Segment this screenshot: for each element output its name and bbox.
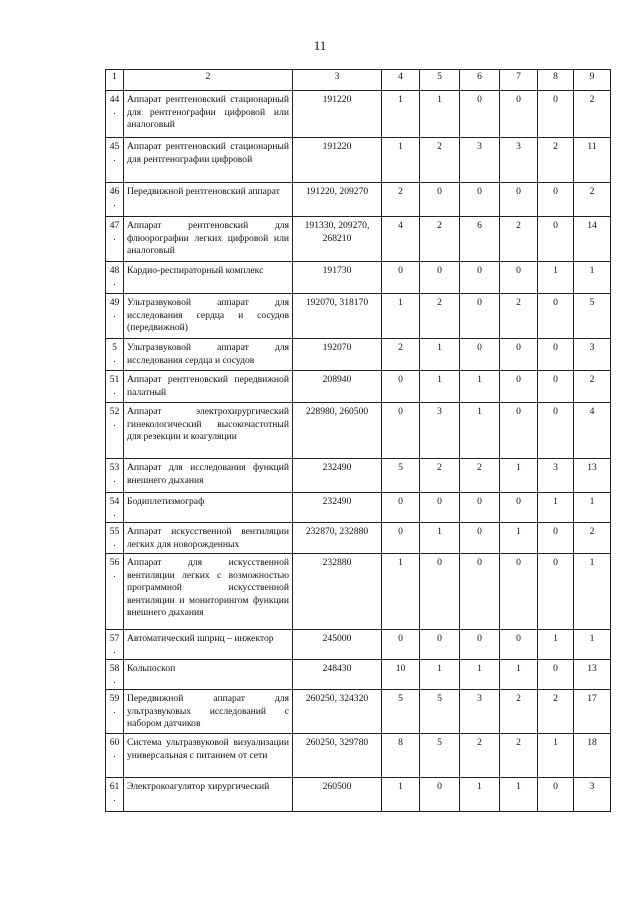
row-number bbox=[106, 778, 124, 812]
quantity-value: 0 bbox=[500, 91, 538, 138]
quantity-value: 0 bbox=[500, 339, 538, 371]
row-number bbox=[106, 339, 124, 371]
total-value: 1 bbox=[574, 493, 611, 523]
row-number-value: 58 bbox=[109, 663, 120, 674]
quantity-value: 0 bbox=[500, 403, 538, 459]
quantity-value: 0 bbox=[382, 371, 420, 403]
column-header: 9 bbox=[574, 70, 611, 91]
table-row bbox=[106, 459, 611, 493]
quantity-value: 0 bbox=[460, 630, 500, 660]
row-number-value: 56 bbox=[109, 557, 120, 568]
row-number-dot: . bbox=[113, 704, 116, 716]
quantity-value: 0 bbox=[460, 554, 500, 630]
total-value: 3 bbox=[574, 778, 611, 812]
total-value: 14 bbox=[574, 217, 611, 262]
quantity-value: 0 bbox=[538, 523, 574, 554]
quantity-value: 1 bbox=[500, 778, 538, 812]
row-number-value: 5 bbox=[112, 342, 117, 353]
row-number bbox=[106, 554, 124, 630]
table-row bbox=[106, 91, 611, 138]
row-number-dot: . bbox=[113, 748, 116, 760]
column-header: 2 bbox=[124, 70, 293, 91]
quantity-value: 2 bbox=[420, 294, 460, 339]
equipment-code: 208940 bbox=[293, 371, 382, 403]
quantity-value: 1 bbox=[460, 371, 500, 403]
quantity-value: 2 bbox=[460, 459, 500, 493]
quantity-value: 0 bbox=[460, 493, 500, 523]
quantity-value: 2 bbox=[500, 734, 538, 778]
quantity-value: 2 bbox=[382, 339, 420, 371]
row-number-dot: . bbox=[113, 417, 116, 429]
row-number-value: 48 bbox=[109, 265, 120, 276]
equipment-code: 192070, 318170 bbox=[293, 294, 382, 339]
quantity-value: 1 bbox=[538, 630, 574, 660]
row-number bbox=[106, 371, 124, 403]
table-row bbox=[106, 690, 611, 734]
quantity-value: 0 bbox=[538, 339, 574, 371]
quantity-value: 2 bbox=[538, 138, 574, 183]
quantity-value: 0 bbox=[500, 371, 538, 403]
equipment-name: Ультразвуковой аппарат для исследования сердца и сосудов (передвижной) bbox=[124, 294, 293, 339]
quantity-value: 3 bbox=[460, 690, 500, 734]
row-number-value: 54 bbox=[109, 496, 120, 507]
row-number-dot: . bbox=[113, 197, 116, 209]
equipment-code: 228980, 260500 bbox=[293, 403, 382, 459]
row-number bbox=[106, 91, 124, 138]
quantity-value: 0 bbox=[538, 554, 574, 630]
quantity-value: 0 bbox=[382, 262, 420, 294]
total-value: 2 bbox=[574, 91, 611, 138]
quantity-value: 3 bbox=[500, 138, 538, 183]
quantity-value: 2 bbox=[500, 217, 538, 262]
row-number-dot: . bbox=[113, 674, 116, 686]
row-number bbox=[106, 734, 124, 778]
quantity-value: 0 bbox=[500, 183, 538, 217]
table-row bbox=[106, 523, 611, 554]
quantity-value: 0 bbox=[460, 523, 500, 554]
quantity-value: 0 bbox=[538, 371, 574, 403]
row-number bbox=[106, 138, 124, 183]
quantity-value: 0 bbox=[420, 554, 460, 630]
row-number-dot: . bbox=[113, 568, 116, 580]
row-number-dot: . bbox=[113, 537, 116, 549]
quantity-value: 0 bbox=[500, 630, 538, 660]
total-value: 1 bbox=[574, 262, 611, 294]
row-number bbox=[106, 262, 124, 294]
row-number-value: 46 bbox=[109, 186, 120, 197]
table-row bbox=[106, 734, 611, 778]
quantity-value: 1 bbox=[420, 91, 460, 138]
quantity-value: 5 bbox=[420, 734, 460, 778]
total-value: 2 bbox=[574, 371, 611, 403]
quantity-value: 1 bbox=[420, 339, 460, 371]
row-number bbox=[106, 459, 124, 493]
equipment-code: 260250, 329780 bbox=[293, 734, 382, 778]
quantity-value: 0 bbox=[460, 339, 500, 371]
quantity-value: 3 bbox=[460, 138, 500, 183]
total-value: 18 bbox=[574, 734, 611, 778]
table-row bbox=[106, 262, 611, 294]
row-number-value: 49 bbox=[109, 297, 120, 308]
column-header: 4 bbox=[382, 70, 420, 91]
column-header: 8 bbox=[538, 70, 574, 91]
table-row bbox=[106, 217, 611, 262]
total-value: 3 bbox=[574, 339, 611, 371]
table-row bbox=[106, 294, 611, 339]
row-number-value: 59 bbox=[109, 693, 120, 704]
quantity-value: 0 bbox=[460, 262, 500, 294]
quantity-value: 0 bbox=[500, 262, 538, 294]
equipment-name: Система ультразвуковой визуализации универсальная с питанием от сети bbox=[124, 734, 293, 778]
total-value: 13 bbox=[574, 660, 611, 690]
table-row bbox=[106, 339, 611, 371]
row-number bbox=[106, 294, 124, 339]
quantity-value: 0 bbox=[382, 523, 420, 554]
quantity-value: 1 bbox=[500, 459, 538, 493]
quantity-value: 0 bbox=[500, 554, 538, 630]
equipment-name: Аппарат для исследования функций внешнего дыхания bbox=[124, 459, 293, 493]
quantity-value: 5 bbox=[382, 690, 420, 734]
quantity-value: 4 bbox=[382, 217, 420, 262]
quantity-value: 1 bbox=[500, 660, 538, 690]
equipment-code: 191330, 209270, 268210 bbox=[293, 217, 382, 262]
equipment-code: 232490 bbox=[293, 459, 382, 493]
total-value: 5 bbox=[574, 294, 611, 339]
row-number-dot: . bbox=[113, 507, 116, 519]
equipment-code: 232880 bbox=[293, 554, 382, 630]
column-header: 3 bbox=[293, 70, 382, 91]
row-number-value: 60 bbox=[109, 737, 120, 748]
equipment-name: Аппарат для искусственной вентиляции легких с возможностью программной искусственной вентиляции и мониторингом функции внешнего дыхания bbox=[124, 554, 293, 630]
table-header-row bbox=[106, 70, 611, 91]
quantity-value: 0 bbox=[538, 660, 574, 690]
quantity-value: 0 bbox=[420, 778, 460, 812]
total-value: 2 bbox=[574, 183, 611, 217]
row-number-value: 61 bbox=[109, 781, 120, 792]
quantity-value: 1 bbox=[420, 371, 460, 403]
page-number: 11 bbox=[313, 38, 327, 53]
equipment-code: 191220, 209270 bbox=[293, 183, 382, 217]
equipment-code: 191220 bbox=[293, 91, 382, 138]
row-number-dot: . bbox=[113, 152, 116, 164]
quantity-value: 0 bbox=[420, 630, 460, 660]
quantity-value: 0 bbox=[460, 294, 500, 339]
quantity-value: 1 bbox=[538, 734, 574, 778]
row-number-value: 52 bbox=[109, 406, 120, 417]
row-number bbox=[106, 217, 124, 262]
quantity-value: 0 bbox=[382, 493, 420, 523]
row-number bbox=[106, 690, 124, 734]
quantity-value: 1 bbox=[500, 523, 538, 554]
total-value: 11 bbox=[574, 138, 611, 183]
quantity-value: 1 bbox=[382, 554, 420, 630]
equipment-name: Аппарат рентгеновский для флюорографии легких цифровой или аналоговый bbox=[124, 217, 293, 262]
equipment-name: Аппарат электрохирургический гинекологический высокочастотный для резекции и коагуляции bbox=[124, 403, 293, 459]
equipment-code: 232870, 232880 bbox=[293, 523, 382, 554]
row-number bbox=[106, 183, 124, 217]
quantity-value: 2 bbox=[420, 459, 460, 493]
quantity-value: 2 bbox=[500, 294, 538, 339]
row-number-value: 53 bbox=[109, 462, 120, 473]
quantity-value: 5 bbox=[382, 459, 420, 493]
total-value: 2 bbox=[574, 523, 611, 554]
table-row bbox=[106, 554, 611, 630]
total-value: 17 bbox=[574, 690, 611, 734]
quantity-value: 2 bbox=[420, 217, 460, 262]
row-number-dot: . bbox=[113, 105, 116, 117]
row-number-value: 57 bbox=[109, 633, 120, 644]
quantity-value: 1 bbox=[382, 138, 420, 183]
row-number-dot: . bbox=[113, 385, 116, 397]
column-header: 7 bbox=[500, 70, 538, 91]
row-number bbox=[106, 660, 124, 690]
equipment-name: Кардио-респираторный комплекс bbox=[124, 262, 293, 294]
quantity-value: 6 bbox=[460, 217, 500, 262]
quantity-value: 0 bbox=[538, 91, 574, 138]
quantity-value: 2 bbox=[382, 183, 420, 217]
row-number bbox=[106, 630, 124, 660]
row-number bbox=[106, 493, 124, 523]
quantity-value: 1 bbox=[382, 294, 420, 339]
quantity-value: 1 bbox=[460, 403, 500, 459]
quantity-value: 2 bbox=[538, 690, 574, 734]
equipment-code: 260250, 324320 bbox=[293, 690, 382, 734]
equipment-code: 260500 bbox=[293, 778, 382, 812]
row-number-value: 44 bbox=[109, 94, 120, 105]
quantity-value: 1 bbox=[420, 660, 460, 690]
equipment-code: 191730 bbox=[293, 262, 382, 294]
row-number bbox=[106, 403, 124, 459]
table-row bbox=[106, 138, 611, 183]
quantity-value: 2 bbox=[500, 690, 538, 734]
table-row bbox=[106, 493, 611, 523]
equipment-name: Бодиплетизмограф bbox=[124, 493, 293, 523]
quantity-value: 0 bbox=[500, 493, 538, 523]
equipment-name: Передвижной аппарат для ультразвуковых исследований с набором датчиков bbox=[124, 690, 293, 734]
quantity-value: 8 bbox=[382, 734, 420, 778]
table-row bbox=[106, 403, 611, 459]
equipment-name: Аппарат рентгеновский стационарный для рентгенографии цифровой или аналоговый bbox=[124, 91, 293, 138]
equipment-code: 232490 bbox=[293, 493, 382, 523]
equipment-code: 248430 bbox=[293, 660, 382, 690]
equipment-code: 245000 bbox=[293, 630, 382, 660]
quantity-value: 3 bbox=[538, 459, 574, 493]
equipment-code: 191220 bbox=[293, 138, 382, 183]
row-number-value: 51 bbox=[109, 374, 120, 385]
quantity-value: 5 bbox=[420, 690, 460, 734]
quantity-value: 2 bbox=[420, 138, 460, 183]
quantity-value: 0 bbox=[420, 493, 460, 523]
equipment-name: Автоматический шприц – инжектор bbox=[124, 630, 293, 660]
total-value: 1 bbox=[574, 554, 611, 630]
quantity-value: 0 bbox=[460, 91, 500, 138]
equipment-name: Аппарат рентгеновский стационарный для рентгенографии цифровой bbox=[124, 138, 293, 183]
quantity-value: 1 bbox=[460, 660, 500, 690]
quantity-value: 1 bbox=[538, 493, 574, 523]
quantity-value: 1 bbox=[538, 262, 574, 294]
column-header: 6 bbox=[460, 70, 500, 91]
equipment-name: Ультразвуковой аппарат для исследования сердца и сосудов bbox=[124, 339, 293, 371]
quantity-value: 3 bbox=[420, 403, 460, 459]
quantity-value: 1 bbox=[382, 778, 420, 812]
row-number bbox=[106, 523, 124, 554]
table-row bbox=[106, 371, 611, 403]
equipment-name: Аппарат искусственной вентиляции легких для новорожденных bbox=[124, 523, 293, 554]
quantity-value: 0 bbox=[382, 403, 420, 459]
column-header: 5 bbox=[420, 70, 460, 91]
row-number-dot: . bbox=[113, 792, 116, 804]
quantity-value: 0 bbox=[420, 183, 460, 217]
quantity-value: 2 bbox=[460, 734, 500, 778]
row-number-dot: . bbox=[113, 276, 116, 288]
quantity-value: 1 bbox=[382, 91, 420, 138]
row-number-value: 45 bbox=[109, 141, 120, 152]
quantity-value: 10 bbox=[382, 660, 420, 690]
row-number-dot: . bbox=[113, 231, 116, 243]
total-value: 13 bbox=[574, 459, 611, 493]
equipment-name: Кольпоскоп bbox=[124, 660, 293, 690]
quantity-value: 1 bbox=[460, 778, 500, 812]
equipment-name: Электрокоагулятор хирургический bbox=[124, 778, 293, 812]
quantity-value: 0 bbox=[538, 403, 574, 459]
quantity-value: 1 bbox=[420, 523, 460, 554]
quantity-value: 0 bbox=[382, 630, 420, 660]
table-row bbox=[106, 660, 611, 690]
quantity-value: 0 bbox=[460, 183, 500, 217]
quantity-value: 0 bbox=[420, 262, 460, 294]
row-number-dot: . bbox=[113, 353, 116, 365]
total-value: 1 bbox=[574, 630, 611, 660]
row-number-dot: . bbox=[113, 473, 116, 485]
row-number-dot: . bbox=[113, 308, 116, 320]
equipment-name: Аппарат рентгеновский передвижной палатный bbox=[124, 371, 293, 403]
column-header: 1 bbox=[106, 70, 124, 91]
quantity-value: 0 bbox=[538, 778, 574, 812]
equipment-code: 192070 bbox=[293, 339, 382, 371]
quantity-value: 0 bbox=[538, 217, 574, 262]
equipment-table bbox=[105, 69, 611, 812]
table-row bbox=[106, 630, 611, 660]
row-number-value: 47 bbox=[109, 220, 120, 231]
quantity-value: 0 bbox=[538, 183, 574, 217]
total-value: 4 bbox=[574, 403, 611, 459]
row-number-dot: . bbox=[113, 644, 116, 656]
row-number-value: 55 bbox=[109, 526, 120, 537]
equipment-name: Передвижной рентгеновский аппарат bbox=[124, 183, 293, 217]
table-row bbox=[106, 778, 611, 812]
table-row bbox=[106, 183, 611, 217]
quantity-value: 0 bbox=[538, 294, 574, 339]
